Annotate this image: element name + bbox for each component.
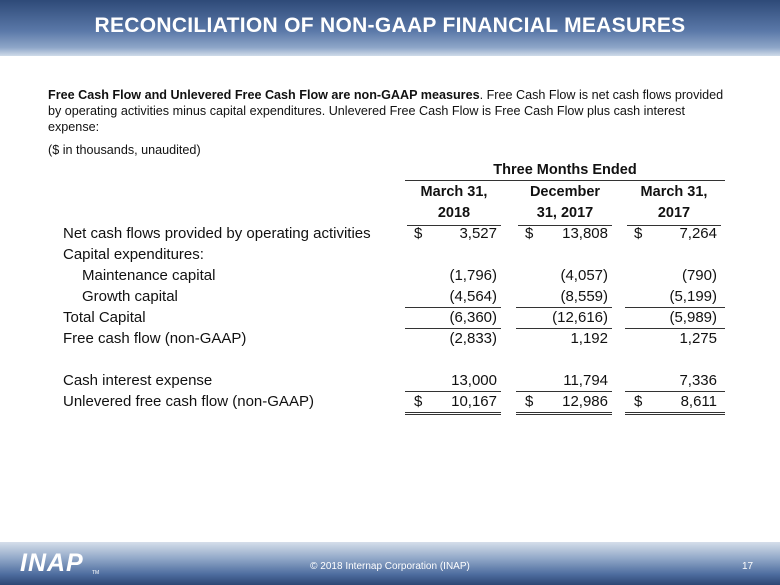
table-cell <box>625 267 721 287</box>
row-label-total-capital: Total Capital <box>63 309 146 326</box>
row-label-maintenance-capital: Maintenance capital <box>82 267 216 284</box>
table-cell <box>625 309 721 329</box>
intro-bold-text: Free Cash Flow and Unlevered Free Cash Flow are non-GAAP measures <box>48 88 480 102</box>
cell-value: (1,796) <box>449 267 497 284</box>
cell-value: (2,833) <box>449 330 497 347</box>
cell-value: (12,616) <box>552 309 608 326</box>
subtotal-rule <box>516 328 612 329</box>
subtotal-rule <box>405 391 501 392</box>
copyright-notice: © 2018 Internap Corporation (INAP) <box>310 561 470 572</box>
currency-symbol: $ <box>414 393 423 410</box>
column-header-line: 2018 <box>437 205 471 221</box>
currency-symbol: $ <box>634 225 643 242</box>
cell-value: 7,264 <box>679 225 717 242</box>
column-header-dec-2017 <box>518 182 612 226</box>
table-cell <box>405 309 501 329</box>
table-cell <box>516 393 612 413</box>
inap-logo: INAP <box>20 549 84 577</box>
column-header-mar-2018 <box>407 182 501 226</box>
cell-value: 8,611 <box>680 393 717 410</box>
cell-value: (5,989) <box>669 309 717 326</box>
period-span-header: Three Months Ended <box>405 162 725 181</box>
cell-value: (4,057) <box>560 267 608 284</box>
cell-value: (790) <box>681 267 717 284</box>
intro-text: . Free Cash Flow is net cash flows provided by operating activities minus capital expenditures. Unlevered Free Cash Flow is Free Cash Flow plus cash interest expense: <box>48 88 724 134</box>
cell-value: 7,336 <box>679 372 717 389</box>
column-header-line: December <box>529 184 601 200</box>
table-cell <box>625 225 721 245</box>
table-cell <box>625 372 721 392</box>
table-cell <box>516 288 612 308</box>
cell-value: 10,167 <box>451 393 497 410</box>
column-header-line: March 31, <box>420 184 488 200</box>
row-label-net-cash-flows: Net cash flows provided by operating activities <box>63 225 371 242</box>
row-label-unlevered-free-cash-flow: Unlevered free cash flow (non-GAAP) <box>63 393 314 410</box>
cell-value: 3,527 <box>459 225 497 242</box>
row-label-cash-interest-expense: Cash interest expense <box>63 372 213 389</box>
cell-value: 12,986 <box>562 393 608 410</box>
total-double-rule <box>625 412 725 415</box>
cell-value: 13,808 <box>562 225 608 242</box>
cell-value: (4,564) <box>449 288 497 305</box>
row-label-growth-capital: Growth capital <box>82 288 178 305</box>
cell-value: (5,199) <box>669 288 717 305</box>
table-cell <box>516 309 612 329</box>
currency-symbol: $ <box>525 393 534 410</box>
row-label-free-cash-flow: Free cash flow (non-GAAP) <box>63 330 247 347</box>
cell-value: (6,360) <box>449 309 497 326</box>
total-double-rule <box>405 412 501 415</box>
table-cell <box>405 330 501 350</box>
table-cell <box>405 372 501 392</box>
table-cell <box>405 225 501 245</box>
table-cell <box>516 225 612 245</box>
units-note: ($ in thousands, unaudited) <box>48 143 201 157</box>
table-cell <box>625 393 721 413</box>
subtotal-rule <box>625 328 725 329</box>
page-number: 17 <box>742 561 754 572</box>
table-cell <box>405 267 501 287</box>
cell-value: 11,794 <box>563 372 608 389</box>
table-cell <box>405 393 501 413</box>
table-cell <box>516 330 612 350</box>
column-header-line: March 31, <box>640 184 708 200</box>
subtotal-rule <box>625 307 725 308</box>
table-cell <box>625 330 721 350</box>
cell-value: 13,000 <box>451 372 497 389</box>
subtotal-rule <box>625 391 725 392</box>
column-header-mar-2017 <box>627 182 721 226</box>
currency-symbol: $ <box>634 393 643 410</box>
column-header-line: 31, 2017 <box>536 205 594 221</box>
total-double-rule <box>516 412 612 415</box>
row-label-capital-expenditures: Capital expenditures: <box>63 246 204 263</box>
table-cell <box>625 288 721 308</box>
cell-value: (8,559) <box>560 288 608 305</box>
cell-value: 1,275 <box>679 330 717 347</box>
trademark-mark: TM <box>92 570 100 576</box>
subtotal-rule <box>405 328 501 329</box>
table-cell <box>516 372 612 392</box>
subtotal-rule <box>516 307 612 308</box>
table-cell <box>405 288 501 308</box>
cell-value: 1,192 <box>570 330 608 347</box>
column-header-line: 2017 <box>657 205 691 221</box>
subtotal-rule <box>405 307 501 308</box>
table-cell <box>516 267 612 287</box>
currency-symbol: $ <box>414 225 423 242</box>
currency-symbol: $ <box>525 225 534 242</box>
subtotal-rule <box>516 391 612 392</box>
page-title: RECONCILIATION OF NON-GAAP FINANCIAL MEASURES <box>94 14 686 37</box>
